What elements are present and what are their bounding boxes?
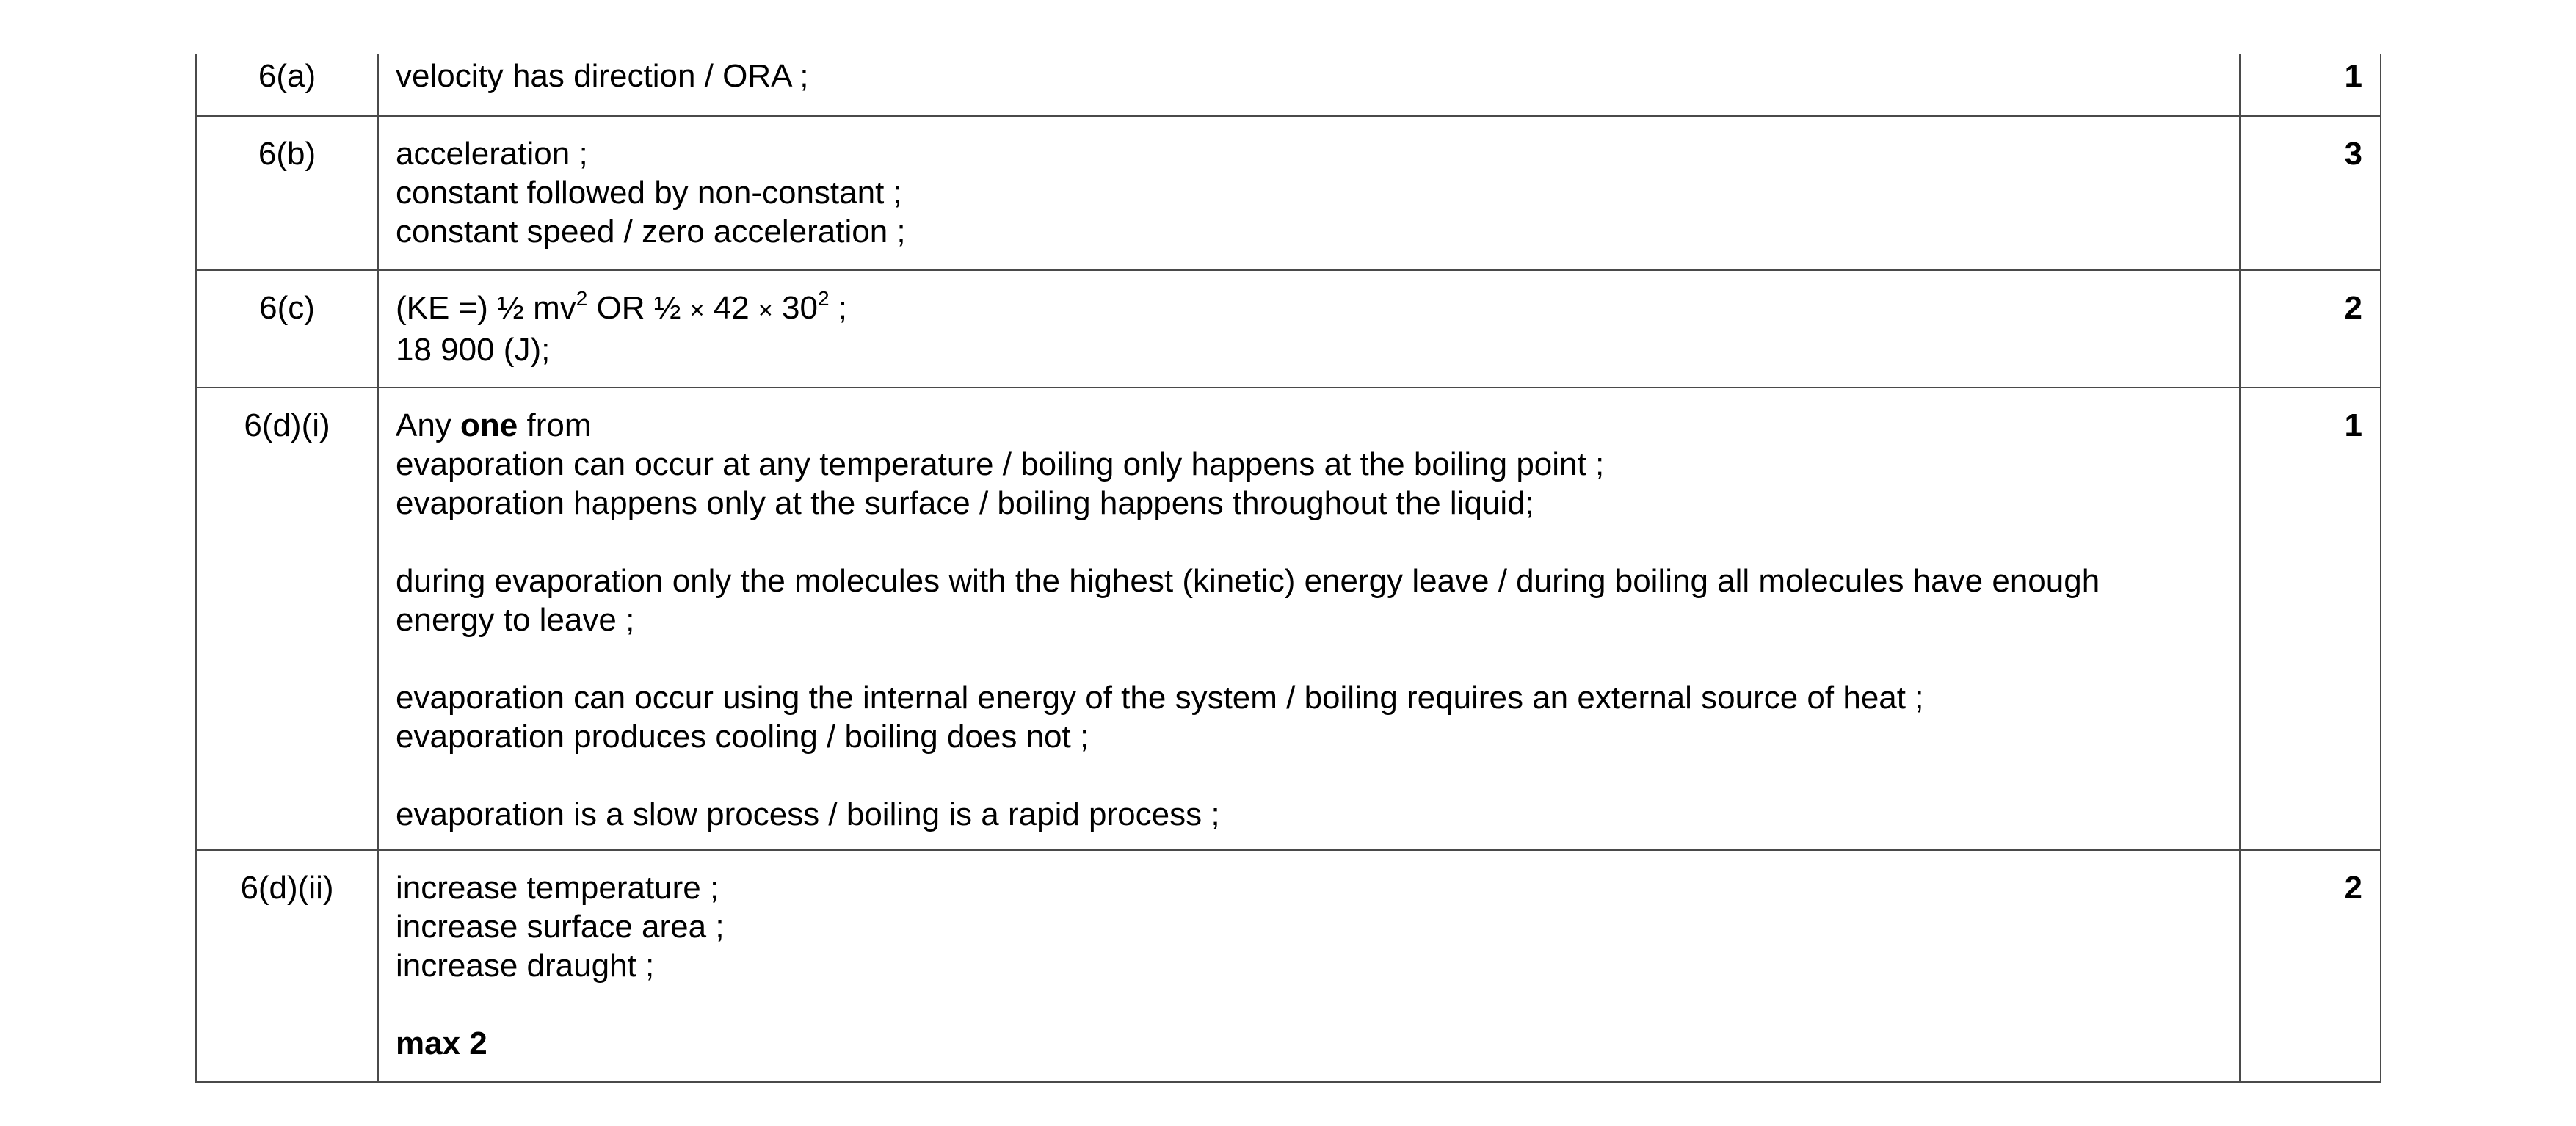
answer-line: velocity has direction / ORA ; [396,58,809,94]
answer-line: evaporation happens only at the surface / boiling happens throughout the liquid; [396,485,1534,521]
answer-line: increase draught ; [396,948,655,984]
mark-scheme-table [195,54,2381,1083]
answer-line: constant followed by non-constant ; [396,175,902,211]
paragraph-gap [396,985,2239,1024]
kinetic-energy-formula [396,288,2239,330]
table-row [196,388,2381,850]
answer-cell [378,270,2240,388]
paragraph-gap [396,756,2239,795]
answer-line: evaporation is a slow process / boiling is a rapid process ; [396,796,1220,832]
marks-value: 2 [2240,270,2381,388]
answer-line: energy to leave ; [396,602,635,638]
question-number: 6(d)(ii) [196,850,378,1082]
answer-intro [396,406,2239,445]
intro-text: from [518,407,592,443]
intro-emphasis: one [460,407,518,443]
answer-line: increase temperature ; [396,870,719,906]
multiply-sign: × [689,297,705,324]
formula-text: 30 [772,290,818,326]
marks-value: 1 [2240,388,2381,850]
superscript: 2 [576,287,588,310]
answer-line: acceleration ; [396,136,588,172]
max-marks-note: max 2 [396,1025,487,1061]
formula-text: (KE =) ½ mv [396,290,576,326]
answer-line: evaporation produces cooling / boiling does not ; [396,719,1089,755]
answer-line: 18 900 (J); [396,332,551,368]
answer-cell [378,116,2240,270]
superscript: 2 [817,287,830,310]
table-row [196,850,2381,1082]
table-row [196,270,2381,388]
formula-text: OR ½ [587,290,690,326]
table-row [196,116,2381,270]
answer-line: evaporation can occur at any temperature / boiling only happens at the boiling point ; [396,446,1605,482]
table-row [196,54,2381,116]
intro-text: Any [396,407,461,443]
answer-line: evaporation can occur using the internal energy of the system / boiling requires an external source of heat ; [396,680,1924,716]
answer-line: increase surface area ; [396,909,725,945]
answer-cell [378,388,2240,850]
formula-text: 42 [704,290,758,326]
marks-value: 2 [2240,850,2381,1082]
answer-cell [378,54,2240,116]
question-number: 6(a) [196,54,378,116]
paragraph-gap [396,523,2239,562]
answer-line: during evaporation only the molecules with the highest (kinetic) energy leave / during boiling all molecules have enough [396,563,2100,599]
question-number: 6(c) [196,270,378,388]
question-number: 6(d)(i) [196,388,378,850]
marks-value: 3 [2240,116,2381,270]
formula-text: ; [829,290,847,326]
paragraph-gap [396,639,2239,678]
answer-cell [378,850,2240,1082]
question-number: 6(b) [196,116,378,270]
multiply-sign: × [758,297,773,324]
marks-value: 1 [2240,54,2381,116]
answer-line: constant speed / zero acceleration ; [396,214,906,250]
